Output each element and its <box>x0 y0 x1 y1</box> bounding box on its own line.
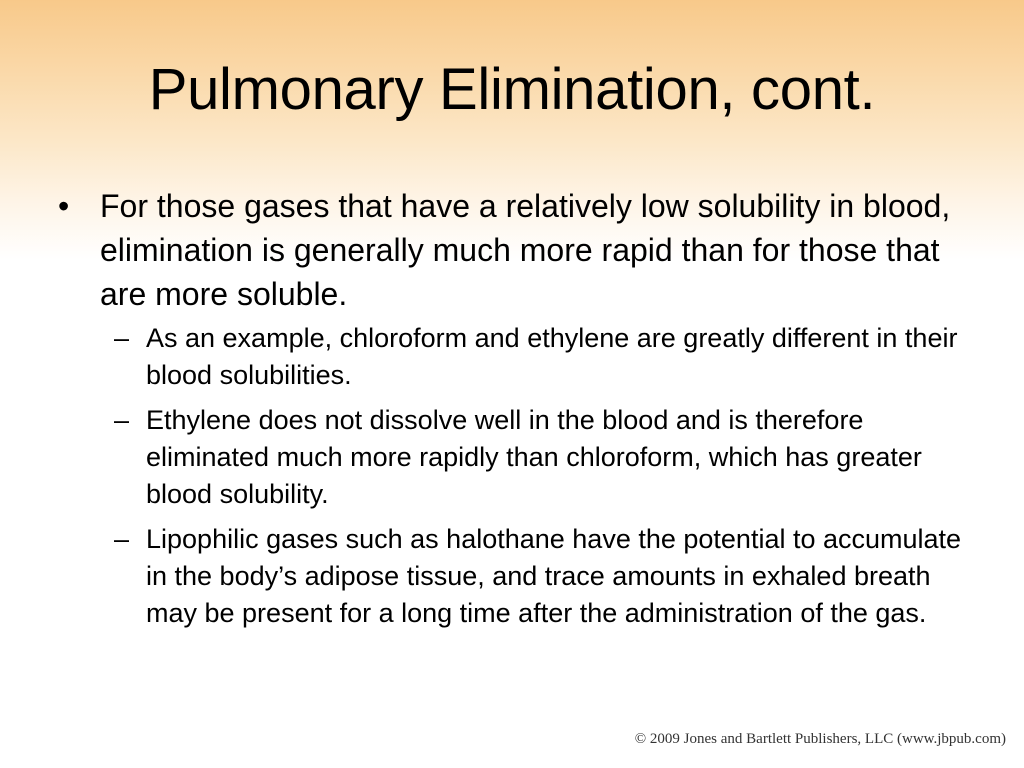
sub-bullet-list <box>58 320 978 632</box>
sub-bullet-item <box>58 521 978 632</box>
bullet-text: For those gases that have a relatively low solubility in blood, elimination is generally much more rapid than for those that are more soluble. <box>100 188 951 312</box>
sub-bullet-item <box>58 402 978 513</box>
bullet-item <box>58 184 978 316</box>
slide-title: Pulmonary Elimination, cont. <box>148 57 876 122</box>
sub-bullet-text: Lipophilic gases such as halothane have the potential to accumulate in the body’s adipose tissue, and trace amounts in exhaled breath may be present for a long time after the administration of the gas. <box>146 524 962 628</box>
bullet-marker: • <box>58 188 70 224</box>
dash-marker: – <box>114 323 130 353</box>
copyright-notice: © 2009 Jones and Bartlett Publishers, LLC (www.jbpub.com) <box>634 731 1006 747</box>
dash-marker: – <box>114 405 130 435</box>
slide-content <box>58 184 978 640</box>
sub-bullet-text: Ethylene does not dissolve well in the blood and is therefore eliminated much more rapidly than chloroform, which has greater blood solubility. <box>146 405 922 509</box>
sub-bullet-item <box>58 320 978 394</box>
dash-marker: – <box>114 524 130 554</box>
sub-bullet-text: As an example, chloroform and ethylene are greatly different in their blood solubilities. <box>146 323 958 390</box>
